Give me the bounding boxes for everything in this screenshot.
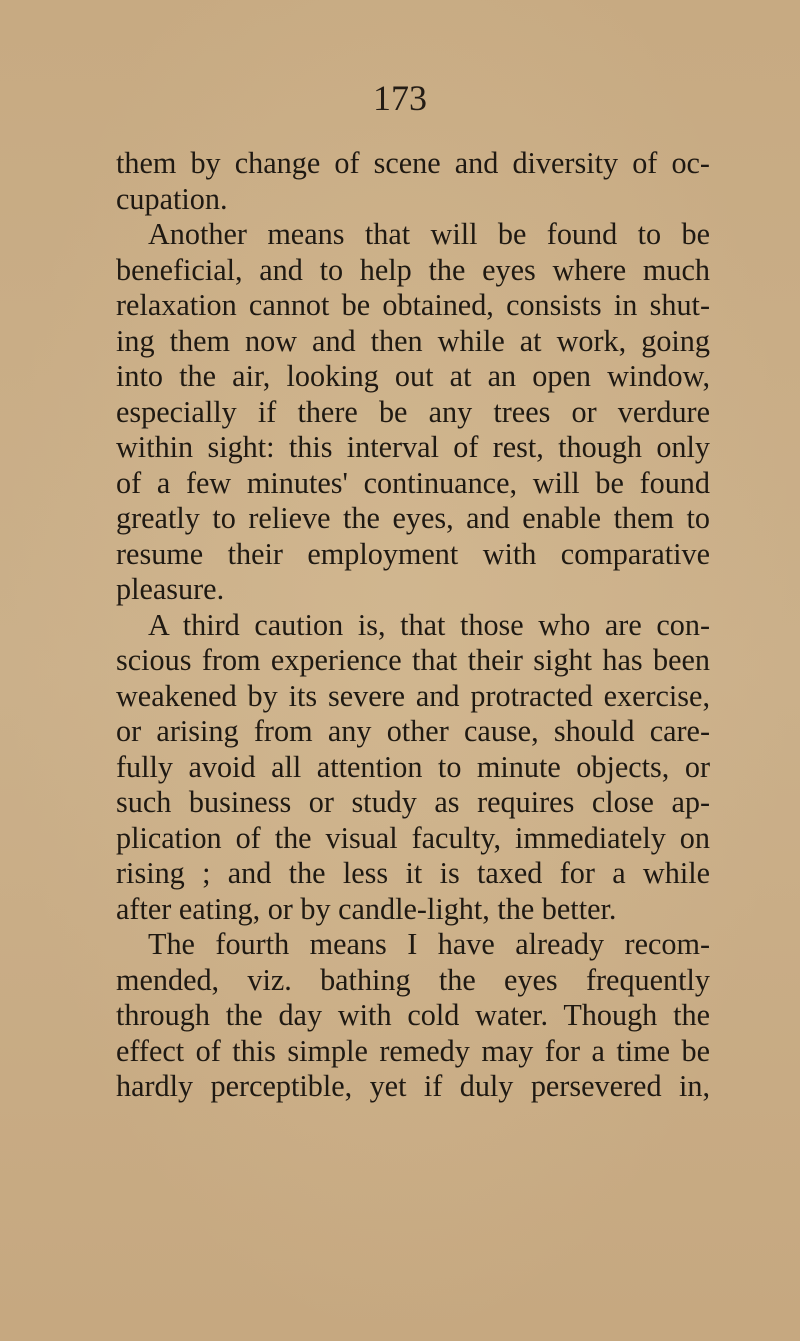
text-line: within sight: this interval of rest, though only: [116, 430, 710, 464]
text-line: greatly to relieve the eyes, and enable them to: [116, 501, 710, 535]
text-line: fully avoid all attention to minute objects, or: [116, 749, 710, 784]
text-line: plication of the visual faculty, immediately on: [116, 820, 710, 855]
text-line: through the day with cold water. Though the: [116, 998, 710, 1032]
page-number: 173: [373, 78, 427, 118]
text-line: Another means that will be found to be: [148, 217, 710, 251]
text-line: scious from experience that their sight has been: [116, 643, 710, 677]
text-line: resume their employment with comparative: [116, 536, 710, 571]
text-line: effect of this simple remedy may for a time be: [116, 1033, 710, 1068]
text-line: relaxation cannot be obtained, consists in shut-: [116, 288, 710, 322]
body-text: [116, 146, 710, 1105]
text-line: weakened by its severe and protracted exercise,: [116, 678, 710, 713]
text-line: of a few minutes' continuance, will be found: [116, 465, 710, 500]
text-line: them by change of scene and diversity of oc-: [116, 146, 710, 180]
text-line: beneficial, and to help the eyes where much: [116, 252, 710, 287]
text-line: into the air, looking out at an open window,: [116, 359, 710, 393]
text-line: especially if there be any trees or verdure: [116, 394, 710, 429]
text-line: or arising from any other cause, should care-: [116, 714, 710, 748]
text-line: rising ; and the less it is taxed for a while: [116, 856, 710, 890]
text-line: hardly perceptible, yet if duly persevered in,: [116, 1069, 710, 1103]
text-line: after eating, or by candle-light, the better.: [116, 891, 617, 926]
text-line: cupation.: [116, 181, 228, 216]
text-line: mended, viz. bathing the eyes frequently: [116, 962, 710, 997]
text-line: pleasure.: [116, 572, 225, 606]
text-line: ing them now and then while at work, going: [116, 323, 710, 358]
text-line: such business or study as requires close ap-: [116, 785, 710, 819]
text-line: A third caution is, that those who are con-: [148, 607, 710, 642]
text-line: The fourth means I have already recom-: [148, 927, 710, 961]
